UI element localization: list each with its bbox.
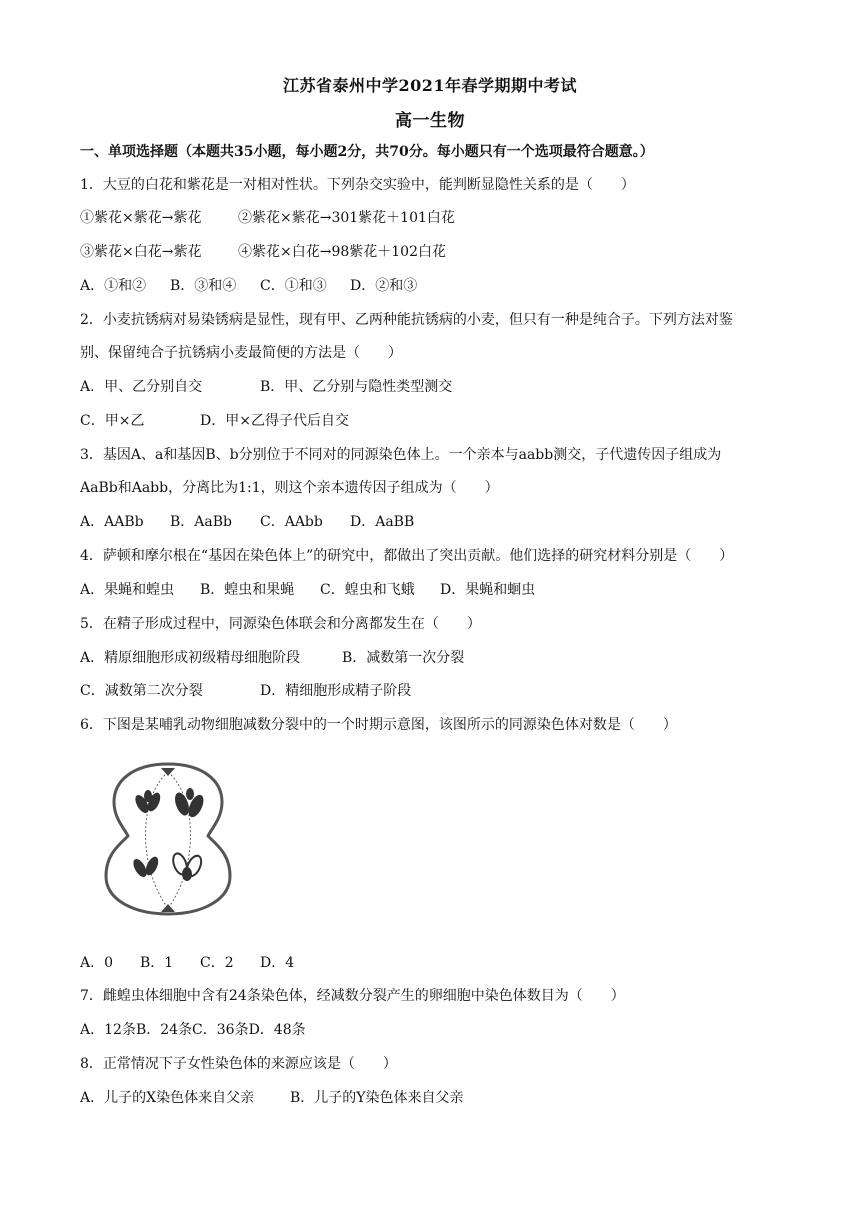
cell-membrane [106, 764, 230, 914]
q5-option-a: A．精原细胞形成初级精母细胞阶段 [80, 650, 301, 666]
q7-option-b: B．24条 [135, 1022, 193, 1038]
q1-option-c: C．①和③ [260, 278, 327, 294]
q2-option-d: D．甲×乙得子代后自交 [200, 413, 349, 429]
q8-stem: 8．正常情况下子女性染色体的来源应该是（ ） [80, 1056, 397, 1072]
section-heading: 一、单项选择题（本题共35小题，每小题2分，共70分。每小题只有一个选项最符合题意。） [80, 144, 654, 160]
q1-option-d: D．②和③ [350, 278, 418, 294]
q6-option-b: B．1 [140, 955, 174, 971]
exam-title: 江苏省泰州中学2021年春学期期中考试 [282, 76, 578, 95]
q4-option-c: C．蝗虫和飞蛾 [320, 582, 415, 598]
q4-stem: 4．萨顿和摩尔根在“基因在染色体上”的研究中，都做出了突出贡献。他们选择的研究材料分别是（ ） [80, 548, 734, 564]
q4-options [80, 580, 535, 600]
q2-stem-line1: 2．小麦抗锈病对易染锈病是显性，现有甲、乙两种能抗锈病的小麦，但只有一种是纯合子。下列方法对鉴 [80, 312, 733, 328]
q3-option-d: D．AaBB [350, 514, 415, 530]
q2-options-row1 [80, 377, 452, 397]
q1-item-1: ①紫花×紫花→紫花 [80, 210, 202, 226]
q6-option-a: A．0 [80, 955, 114, 971]
q2-stem-line2: 别、保留纯合子抗锈病小麦最简便的方法是（ ） [80, 345, 402, 361]
q3-option-a: A．AABb [80, 514, 144, 530]
q6-options [80, 953, 294, 973]
q8-option-b: B．儿子的Y染色体来自父亲 [290, 1090, 464, 1106]
q6-option-c: C．2 [200, 955, 234, 971]
q1-item-3: ③紫花×白花→紫花 [80, 244, 202, 260]
chromosomes-upper-left [133, 790, 163, 815]
q1-stem: 1．大豆的白花和紫花是一对相对性状。下列杂交实验中，能判断显隐性关系的是（ ） [80, 177, 635, 193]
q5-option-d: D．精细胞形成精子阶段 [260, 683, 412, 699]
q3-stem-line2: AaBb和Aabb，分离比为1:1，则这个亲本遗传因子组成为（ ） [80, 480, 499, 496]
chromosomes-upper-right [172, 788, 206, 819]
exam-subtitle: 高一生物 [395, 111, 465, 131]
q5-stem: 5．在精子形成过程中，同源染色体联会和分离都发生在（ ） [80, 616, 481, 632]
q8-options [80, 1088, 464, 1108]
q2-options-row2 [80, 411, 349, 431]
q1-item-2: ②紫花×紫花→301紫花＋101白花 [238, 210, 455, 226]
q3-option-b: B．AaBb [170, 514, 232, 530]
q2-option-c: C．甲×乙 [80, 413, 145, 429]
q1-item-4: ④紫花×白花→98紫花＋102白花 [238, 244, 446, 260]
q6-stem: 6．下图是某哺乳动物细胞减数分裂中的一个时期示意图，该图所示的同源染色体对数是（ ） [80, 717, 677, 733]
q7-option-c: C．36条 [192, 1022, 249, 1038]
q3-options [80, 512, 414, 532]
q5-options-row1 [80, 648, 464, 668]
q8-option-a: A．儿子的X染色体来自父亲 [80, 1090, 255, 1106]
q3-option-c: C．AAbb [260, 514, 323, 530]
q1-items-row1 [80, 208, 455, 228]
q7-option-a: A．12条 [80, 1022, 136, 1038]
chromosomes-lower-left [131, 855, 161, 879]
meiosis-cell-diagram [98, 758, 238, 918]
chromosomes-lower-right [171, 852, 204, 880]
q2-option-a: A．甲、乙分别自交 [80, 379, 203, 395]
q7-option-d: D．48条 [248, 1022, 306, 1038]
q2-option-b: B．甲、乙分别与隐性类型测交 [260, 379, 453, 395]
q1-items-row2 [80, 242, 446, 262]
q5-option-b: B．减数第一次分裂 [342, 650, 465, 666]
q7-stem: 7．雌蝗虫体细胞中含有24条染色体，经减数分裂产生的卵细胞中染色体数目为（ ） [80, 988, 625, 1004]
q5-options-row2 [80, 681, 411, 701]
q5-option-c: C．减数第二次分裂 [80, 683, 203, 699]
q3-stem-line1: 3．基因A、a和基因B、b分别位于不同对的同源染色体上。一个亲本与aabb测交，子代遗传因子组成为 [80, 447, 722, 463]
q4-option-b: B．蝗虫和果蝇 [200, 582, 295, 598]
q4-option-a: A．果蝇和蝗虫 [80, 582, 175, 598]
q1-option-b: B．③和④ [170, 278, 237, 294]
centrosome-top [161, 768, 175, 776]
q7-options [80, 1020, 306, 1040]
centrosome-bottom [161, 904, 175, 912]
q1-options [80, 276, 417, 296]
q4-option-d: D．果蝇和蛔虫 [440, 582, 536, 598]
q6-option-d: D．4 [260, 955, 295, 971]
q1-option-a: A．①和② [80, 278, 147, 294]
